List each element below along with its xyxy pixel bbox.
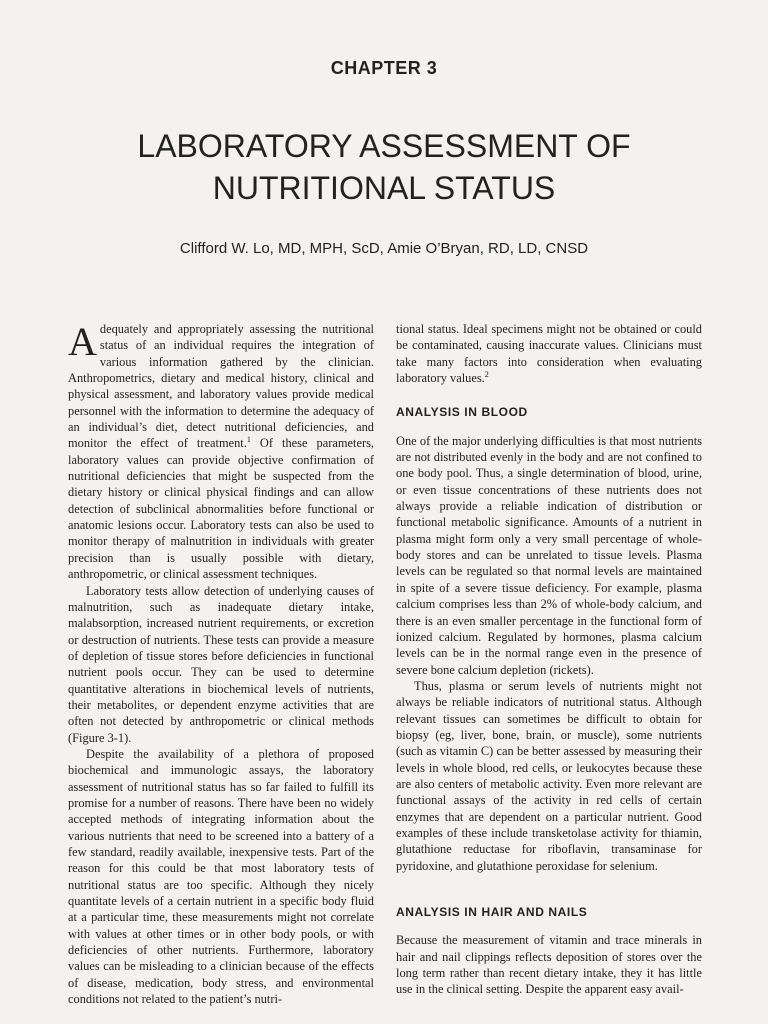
intro-text-a: dequately and appropriately assessing the nutritional status of an individual requires the integration of various information gathered by the clinician. Anthropometrics, dietary and medical history, clinical and physical assessment, and laboratory values provide medical personnel with the information to determine the adequacy of an individual’s diet, detect nutritional deficiencies, and monitor the effect of treatment. [68, 322, 374, 451]
reference-2: 2 [484, 369, 489, 379]
author-byline: Clifford W. Lo, MD, MPH, ScD, Amie O’Bryan, RD, LD, CNSD [179, 240, 589, 257]
left-column [68, 321, 374, 1007]
intro-text-b: Of these parameters, laboratory values can provide objective confirmation of nutritional deficiencies that might be suspected from the dietary history or clinical physical findings and can allow detection of subclinical abnormalities before functional or anatomic lesions occur. Laboratory tests can also be used to monitor therapy of malnutrition in individuals with greater precision than is usually possible with dietary, anthropometric, or clinical assessment techniques. [68, 436, 374, 582]
reference-1: 1 [246, 435, 251, 445]
continued-text: tional status. Ideal specimens might not be obtained or could be contaminated, causing inaccurate values. Clinicians must take many factors into consideration when evaluating laboratory values. [396, 322, 702, 386]
paragraph-plethora: Despite the availability of a plethora of proposed biochemical and immunologic assays, the laboratory assessment of nutritional status has so far failed to fulfill its promise for a number of reasons. There have been no widely accepted methods of integrating information about the various nutrients that need to be screened into a battery of a few standard, readily available, inexpensive tests. Part of the reason for this could be that most laboratory tests of nutritional status are too specific. Although they nicely quantitate levels of a certain nutrient in a specific body fluid at a particular time, these measurements might not correlate with values at other times or in other body pools, or with deficiencies of other nutrients. Furthermore, laboratory values can be misleading to a clinician because of the effects of disease, medication, body stress, and environmental conditions not related to the patient’s nutri- [68, 746, 374, 1007]
paragraph-blood-2: Thus, plasma or serum levels of nutrients might not always be reliable indicators of nutritional status. Although relevant tissues can sometimes be difficult to obtain for biopsy (eg, liver, bone, brain, or muscle), some nutrients (such as vitamin C) can be better assessed by measuring their levels in whole blood, red cells, or leukocytes because these are also centers of metabolic activity. Even more relevant are functional assays of the activity in red cells of certain enzymes that are dependent on a particular nutrient. Good examples of these include transketolase activity for thiamin, glutathione reductase for riboflavin, transaminase for pyridoxine, and glutathione peroxidase for selenium. [396, 678, 702, 873]
paragraph-lab-tests: Laboratory tests allow detection of underlying causes of malnutrition, such as inadequate dietary intake, malabsorption, increased nutrient requirements, or excretion or destruction of nutrients. These tests can provide a measure of depletion of tissue stores before deficiencies in functional nutrient pools occur. They can be used to determine quantitative alterations in biochemical levels of nutrients, their metabolites, or dependent enzyme activities that are often not detected by anthropometric or clinical methods (Figure 3-1). [68, 583, 374, 745]
heading-analysis-in-hair-and-nails: ANALYSIS IN HAIR AND NAILS [396, 905, 588, 919]
chapter-title-line-2: NUTRITIONAL STATUS [212, 170, 556, 207]
chapter-title-line-1: LABORATORY ASSESSMENT OF [137, 128, 631, 165]
chapter-label: CHAPTER 3 [330, 58, 438, 78]
drop-cap: A [68, 319, 97, 364]
chapter-title [0, 125, 768, 209]
heading-analysis-in-blood: ANALYSIS IN BLOOD [396, 405, 528, 420]
right-column [396, 321, 702, 998]
paragraph-blood-1: One of the major underlying difficulties is that most nutrients are not distributed evenly in the body and are not confined to one body pool. Thus, a single determination of blood, urine, or even tissue concentrations of these nutrients does not always provide a reliable indication of distribution or functional metabolic significance. Amounts of a nutrient in plasma might form only a very small percentage of whole-body stores and can be unrelated to tissue levels. Plasma levels can be regulated so that normal levels are maintained in spite of a severe tissue deficiency. For example, plasma calcium comprises less than 2% of whole-body calcium, and there is an even smaller percentage in the functional form of ionized calcium. Regulated by hormones, plasma calcium levels can be in the normal range even in the presence of severe bone calcium depletion (rickets). [396, 433, 702, 677]
paragraph-continued [396, 321, 702, 386]
paragraph-hair-nails: Because the measurement of vitamin and trace minerals in hair and nail clippings reflects deposition of stores over the long term rather than recent dietary intake, they it has little use in the clinical setting. Despite the apparent easy avail- [396, 933, 702, 997]
intro-paragraph [68, 321, 374, 583]
